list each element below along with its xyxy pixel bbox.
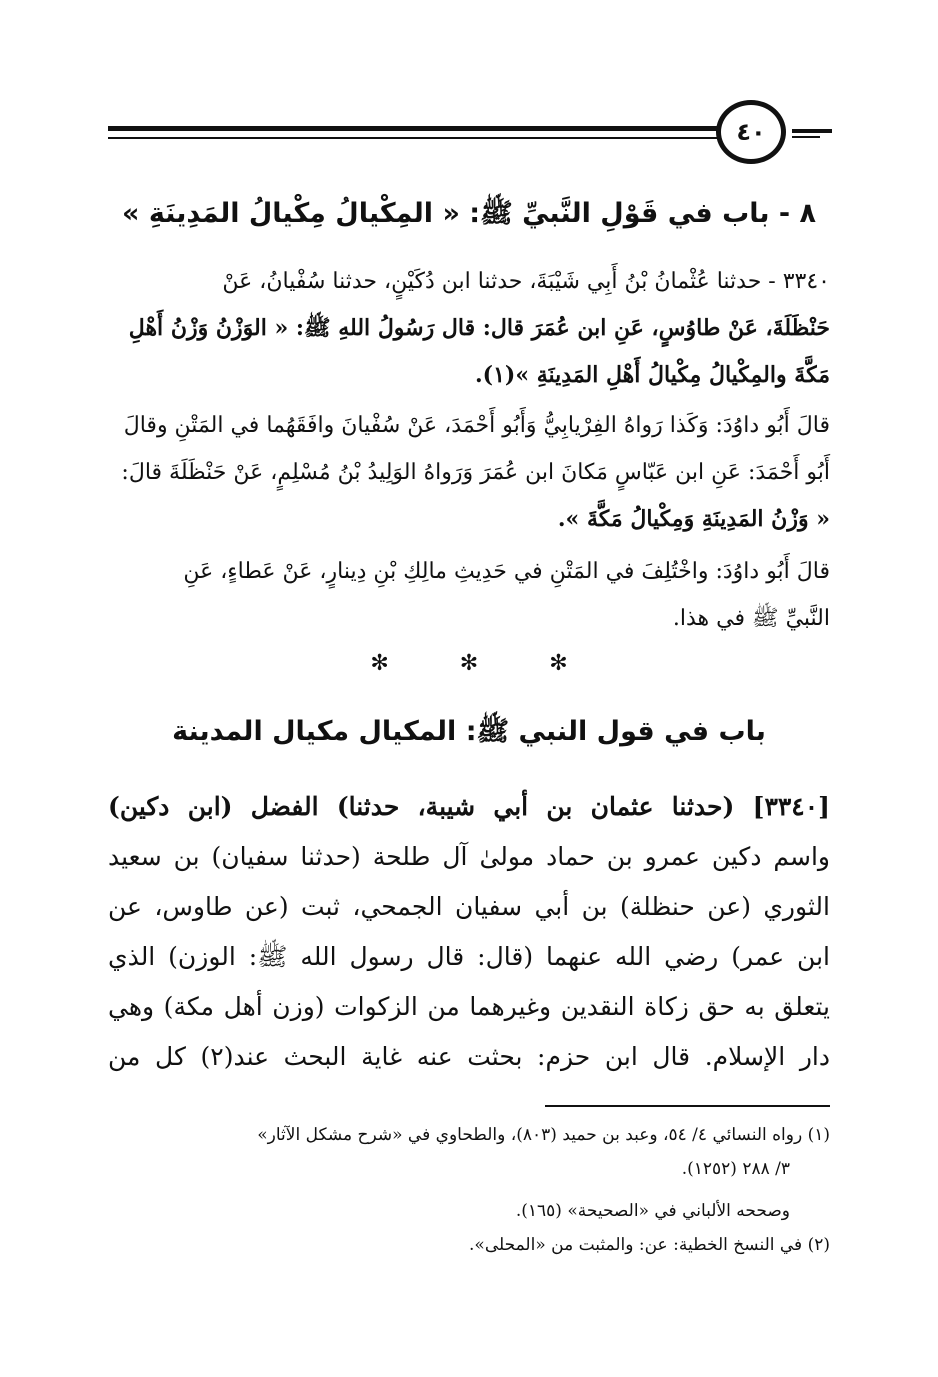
commentary-line: واسم دكين عمرو بن حماد مولىٰ آل طلحة (حدثنا سفيان) بن سعيد — [108, 842, 830, 871]
hadith-paragraph-2 — [108, 402, 830, 543]
page-number-ornament — [716, 100, 786, 164]
hadith-paragraph-1 — [108, 258, 830, 399]
page-number: ٤٠ — [736, 118, 766, 146]
hadith-paragraph-3 — [108, 548, 830, 642]
header-rule-thin — [108, 137, 718, 139]
header-rule-stub — [792, 129, 832, 133]
chapter-title: ٨ - باب في قَوْلِ النَّبيِّ ﷺ: « المِكْيالُ مِكْيالُ المَدِينَةِ » — [122, 198, 816, 229]
section-separator: ✻ ✻ ✻ — [370, 651, 600, 676]
text-line: أَبُو أَحْمَدَ: عَنِ ابن عَبّاسٍ مَكانَ ابن عُمَرَ وَرَواهُ الوَلِيدُ بْنُ مُسْلِمٍ، عَنْ حَنْظَلَةَ قالَ: — [121, 460, 830, 485]
header-rule — [108, 126, 718, 131]
footnotes — [108, 1118, 830, 1262]
footnote-1-line: ٣/ ٢٨٨ (١٢٥٢). — [681, 1159, 790, 1179]
header-rule-stub-thin — [792, 136, 820, 138]
text-line: « وَزْنُ المَدِينَةِ وَمِكْيالُ مَكَّةَ ». — [557, 506, 830, 532]
commentary-line: دار الإسلام. قال ابن حزم: بحثت عنه غاية البحث عند(٢) كل من — [108, 1042, 830, 1071]
commentary-body — [108, 782, 830, 1082]
commentary-title: باب في قول النبي ﷺ: المكيال مكيال المدينة — [172, 716, 766, 747]
commentary-line: يتعلق به حق زكاة النقدين وغيرهما من الزكوات (وزن أهل مكة) وهي — [108, 992, 830, 1021]
footnote-2-line: (٢) في النسخ الخطية: عن: والمثبت من «المحلى». — [469, 1235, 830, 1255]
footnote-rule — [545, 1105, 830, 1107]
footnote-1-line: (١) رواه النسائي ٤/ ٥٤، وعبد بن حميد (٨٠٣)، والطحاوي في «شرح مشكل الآثار» — [257, 1125, 830, 1145]
commentary-line: الثوري (عن حنظلة) بن أبي سفيان الجمحي، ثبت (عن طاوس، عن — [108, 892, 830, 921]
text-line: قالَ أَبُو داوُدَ: وَكَذا رَواهُ الفِرْيابِيُّ وَأَبُو أَحْمَدَ، عَنْ سُفْيانَ وافَقَهُما في المَتْنِ وقالَ — [123, 413, 830, 438]
commentary-line: ابن عمر) رضي الله عنهما (قال: قال رسول الله ﷺ: الوزن) الذي — [108, 942, 830, 971]
commentary-line: [٣٣٤٠] (حدثنا عثمان بن أبي شيبة، حدثنا) الفضل (ابن دكين) — [108, 792, 830, 821]
text-line: مَكَّةَ والمِكْيالُ مِكْيالُ أَهْلِ المَدِينَةِ »(١). — [475, 362, 830, 388]
footnote-1-line: وصححه الألباني في «الصحيحة» (١٦٥). — [515, 1201, 790, 1221]
text-line: النَّبيِّ ﷺ في هذا. — [672, 606, 830, 631]
text-line: ٣٣٤٠ - حدثنا عُثْمانُ بْنُ أَبِي شَيْبَةَ، حدثنا ابن دُكَيْنٍ، حدثنا سُفْيانُ، عَنْ — [222, 269, 830, 294]
text-line: حَنْظَلَةَ، عَنْ طاوُسٍ، عَنِ ابن عُمَرَ قال: قال رَسُولُ اللهِ ﷺ: « الوَزْنُ وَزْنُ أَهْلِ — [128, 315, 830, 341]
text-line: قالَ أَبُو داوُدَ: واخْتُلِفَ في المَتْنِ في حَدِيثِ مالِكِ بْنِ دِينارٍ، عَنْ عَطاءٍ، عَنِ — [183, 559, 830, 584]
